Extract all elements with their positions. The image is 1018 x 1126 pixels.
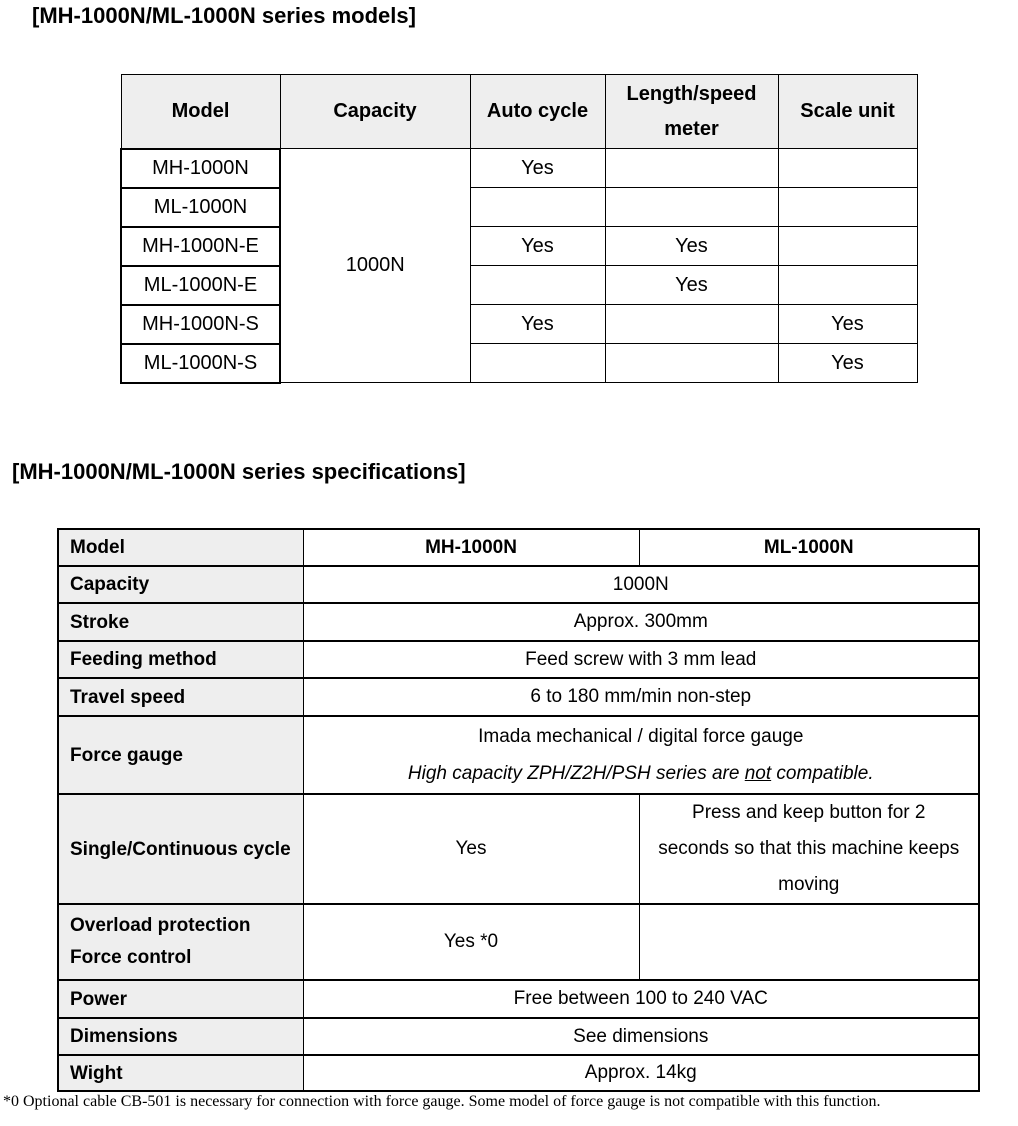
scale-unit-cell: Yes (778, 305, 917, 344)
scale-unit-cell (778, 149, 917, 188)
length-speed-meter-cell: Yes (605, 227, 778, 266)
model-name-cell: MH-1000N (121, 149, 280, 188)
auto-cycle-cell (470, 266, 605, 305)
length-speed-meter-cell: Yes (605, 266, 778, 305)
spec-row-travel-speed (58, 678, 979, 716)
models-table-row (121, 266, 917, 305)
spec-row-model (58, 529, 979, 566)
models-table-row (121, 188, 917, 227)
models-header-model: Model (121, 75, 280, 149)
models-table-row (121, 227, 917, 266)
scale-unit-cell (778, 188, 917, 227)
force-gauge-line2-underlined: not (744, 763, 772, 784)
specs-section-title: [MH-1000N/ML-1000N series specifications] (12, 459, 466, 484)
models-header-capacity: Capacity (280, 75, 470, 149)
spec-label-overload (58, 904, 303, 980)
spec-label-cycle: Single/Continuous cycle (58, 794, 303, 904)
model-name-cell: ML-1000N-E (121, 266, 280, 305)
spec-overload-mh: Yes *0 (303, 904, 639, 980)
scale-unit-cell: Yes (778, 344, 917, 383)
force-gauge-line2-suffix: compatible. (771, 763, 874, 784)
spec-label-model: Model (58, 529, 303, 566)
spec-row-force-gauge (58, 716, 979, 794)
length-speed-meter-cell (605, 188, 778, 227)
overload-label-line2: Force control (70, 947, 192, 968)
spec-value-feeding-method: Feed screw with 3 mm lead (303, 641, 979, 678)
spec-label-travel-speed: Travel speed (58, 678, 303, 716)
length-speed-meter-cell (605, 305, 778, 344)
spec-label-feeding-method: Feeding method (58, 641, 303, 678)
model-name-cell: ML-1000N-S (121, 344, 280, 383)
length-speed-meter-cell (605, 149, 778, 188)
spec-model-ml: ML-1000N (639, 529, 979, 566)
auto-cycle-cell: Yes (470, 149, 605, 188)
spec-value-force-gauge (303, 716, 979, 794)
footnote: *0 Optional cable CB-501 is necessary for connection with force gauge. Some model of force gauge is not compatible with this function. (3, 1093, 881, 1110)
models-header-scale-unit: Scale unit (778, 75, 917, 149)
models-section-title: [MH-1000N/ML-1000N series models] (32, 3, 416, 28)
spec-row-power (58, 980, 979, 1018)
spec-value-power: Free between 100 to 240 VAC (303, 980, 979, 1018)
spec-model-mh: MH-1000N (303, 529, 639, 566)
spec-value-travel-speed: 6 to 180 mm/min non-step (303, 678, 979, 716)
spec-label-wight: Wight (58, 1055, 303, 1091)
force-gauge-line2 (304, 755, 979, 792)
scale-unit-cell (778, 227, 917, 266)
capacity-merged-cell: 1000N (280, 149, 470, 383)
spec-label-power: Power (58, 980, 303, 1018)
spec-row-stroke (58, 603, 979, 641)
force-gauge-line1: Imada mechanical / digital force gauge (478, 726, 804, 747)
spec-row-overload (58, 904, 979, 980)
spec-overload-ml (639, 904, 979, 980)
models-header-auto-cycle: Auto cycle (470, 75, 605, 149)
model-name-cell: MH-1000N-E (121, 227, 280, 266)
specs-table (57, 528, 980, 1092)
auto-cycle-cell: Yes (470, 227, 605, 266)
spec-label-dimensions: Dimensions (58, 1018, 303, 1055)
spec-value-stroke: Approx. 300mm (303, 603, 979, 641)
models-table (120, 74, 918, 384)
overload-label-line1: Overload protection (70, 915, 251, 936)
spec-row-cycle (58, 794, 979, 904)
models-header-length-speed-meter: Length/speed meter (605, 75, 778, 149)
spec-value-capacity: 1000N (303, 566, 979, 603)
cycle-ml-line: moving (778, 874, 840, 895)
length-speed-meter-cell (605, 344, 778, 383)
models-table-header-row (121, 75, 917, 149)
spec-value-dimensions: See dimensions (303, 1018, 979, 1055)
models-table-row (121, 305, 917, 344)
models-table-row (121, 149, 917, 188)
force-gauge-line2-prefix: High capacity ZPH/Z2H/PSH series are (407, 763, 745, 784)
spec-row-capacity (58, 566, 979, 603)
spec-row-dimensions (58, 1018, 979, 1055)
models-table-row (121, 344, 917, 383)
spec-row-wight (58, 1055, 979, 1091)
auto-cycle-cell (470, 188, 605, 227)
model-name-cell: ML-1000N (121, 188, 280, 227)
scale-unit-cell (778, 266, 917, 305)
spec-label-force-gauge: Force gauge (58, 716, 303, 794)
auto-cycle-cell (470, 344, 605, 383)
spec-cycle-ml (639, 794, 979, 904)
model-name-cell: MH-1000N-S (121, 305, 280, 344)
spec-label-stroke: Stroke (58, 603, 303, 641)
cycle-ml-line: seconds so that this machine keeps (658, 838, 960, 859)
spec-row-feeding-method (58, 641, 979, 678)
auto-cycle-cell: Yes (470, 305, 605, 344)
spec-cycle-mh: Yes (303, 794, 639, 904)
cycle-ml-line: Press and keep button for 2 (692, 802, 926, 823)
spec-label-capacity: Capacity (58, 566, 303, 603)
spec-value-wight: Approx. 14kg (303, 1055, 979, 1091)
